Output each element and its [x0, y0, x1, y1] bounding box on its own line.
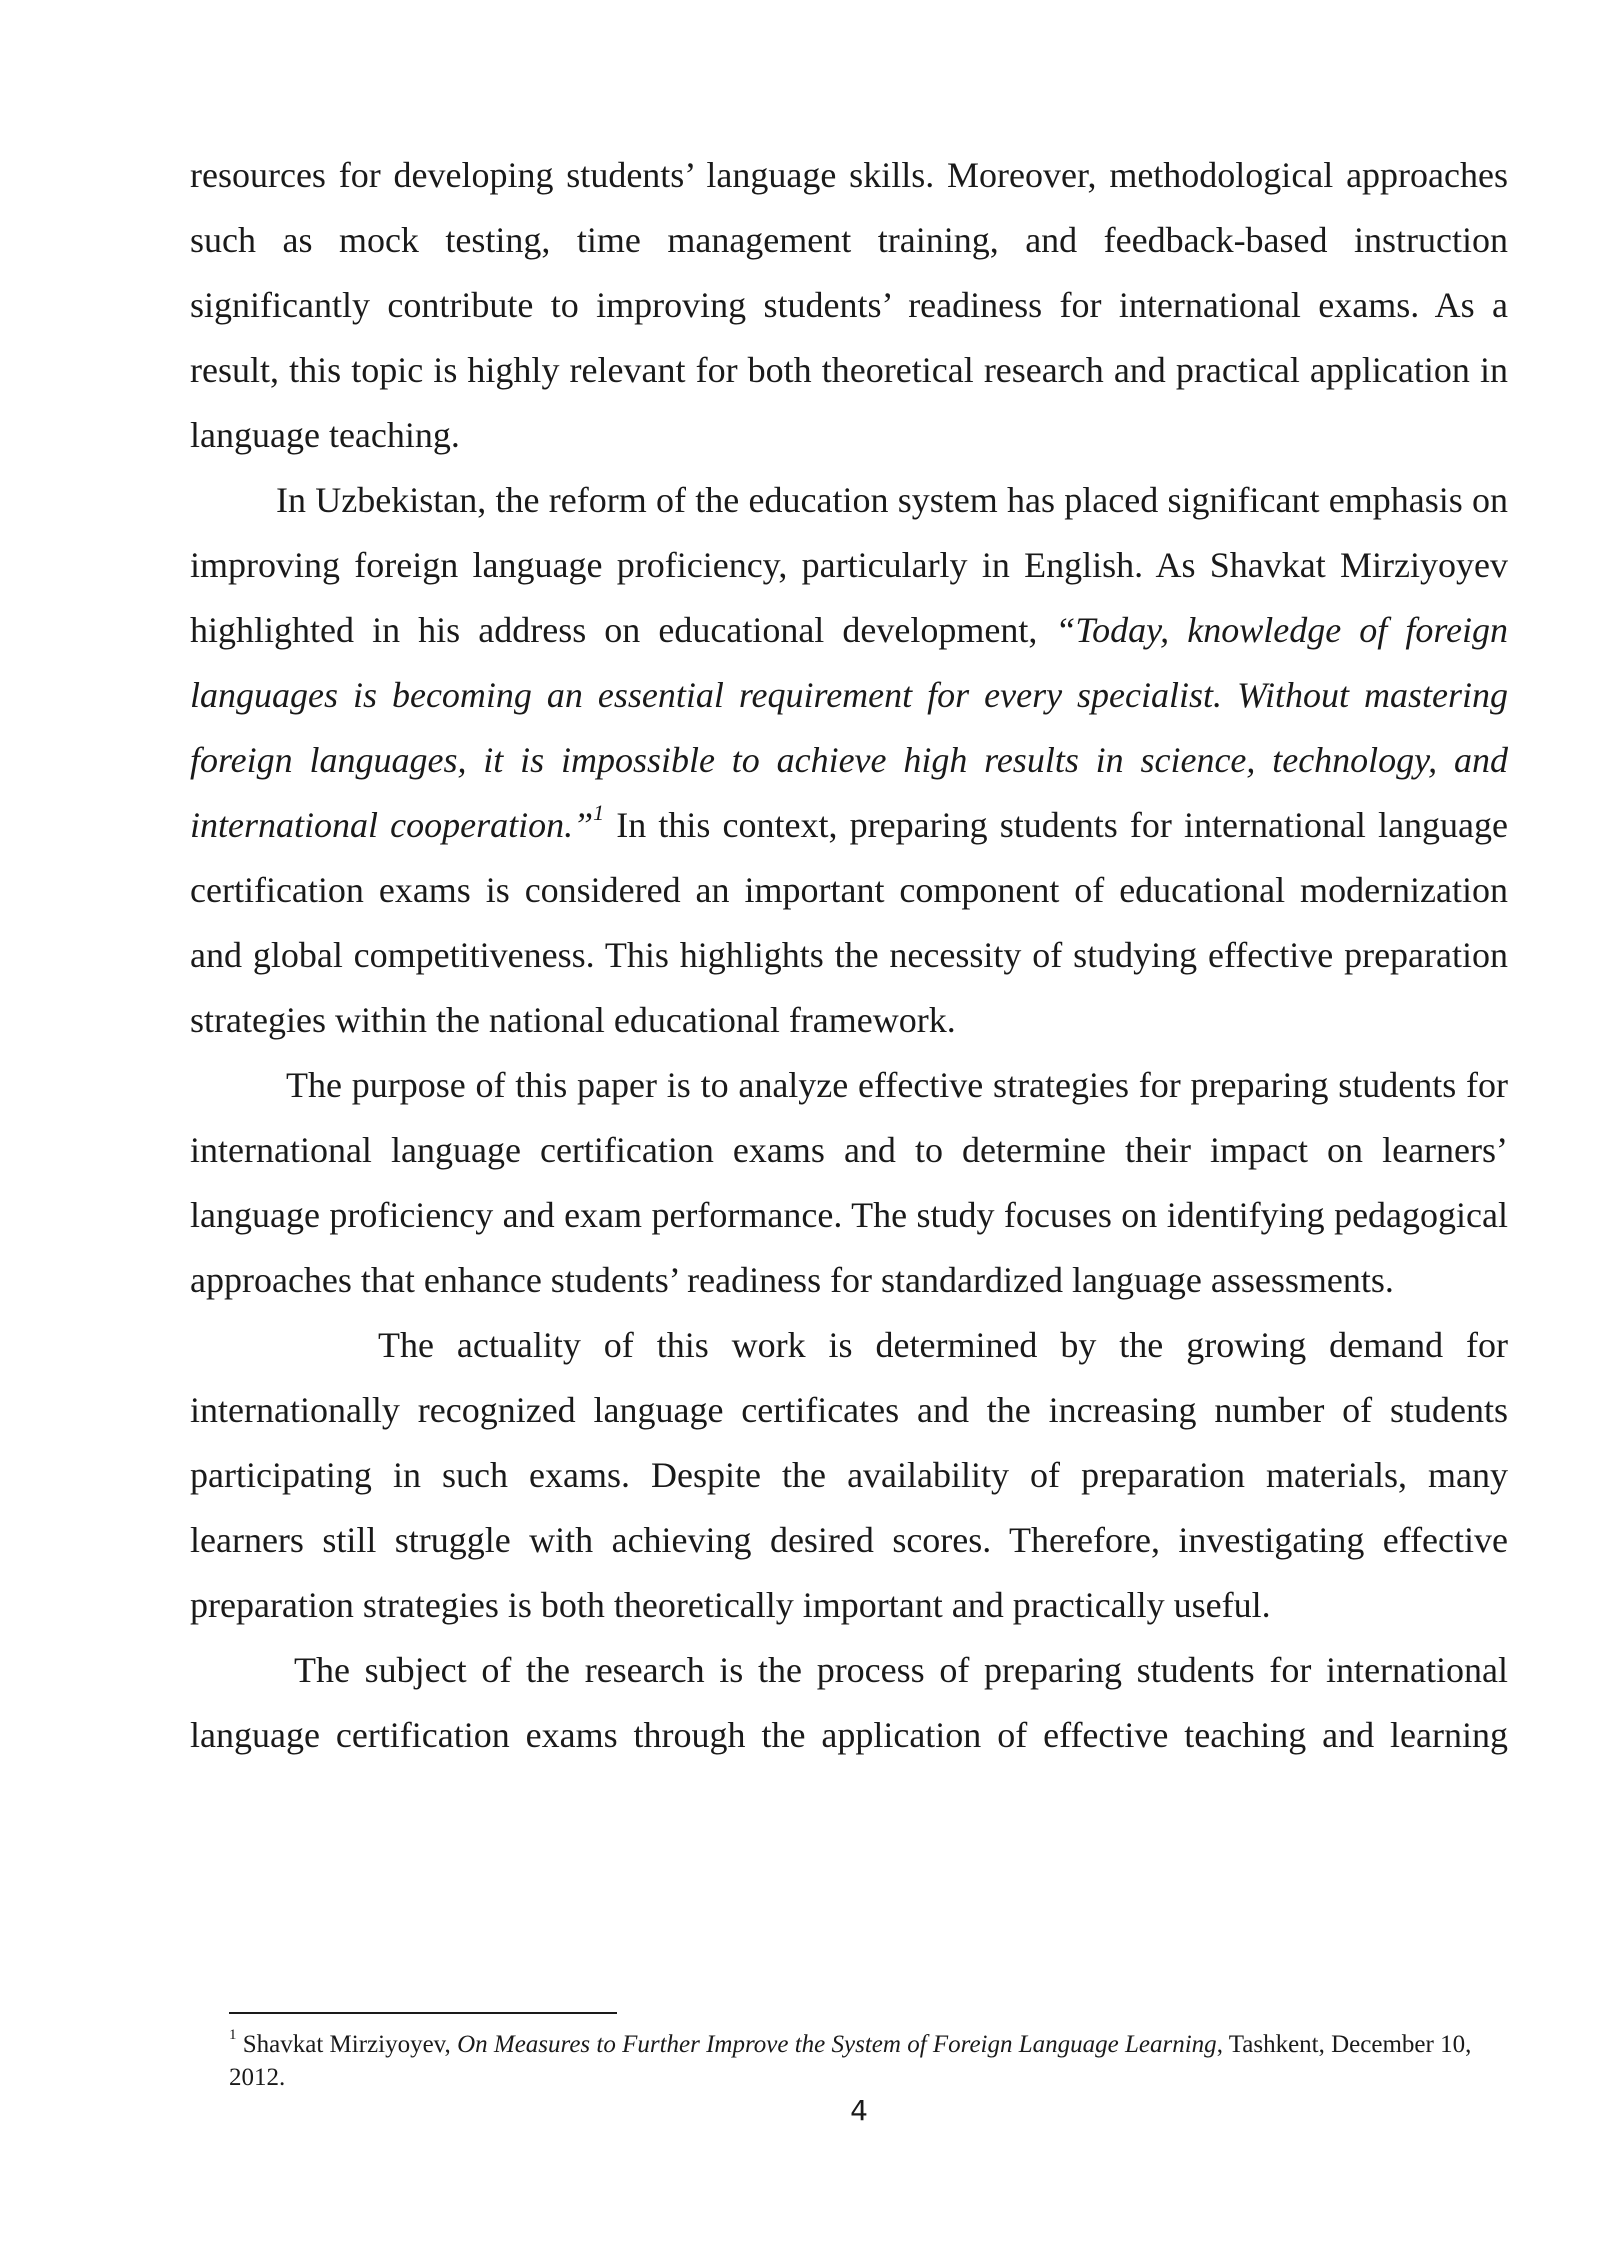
- footnote-details: , Tashkent, December 10, 2012.: [229, 2031, 1472, 2091]
- paragraph-purpose: The purpose of this paper is to analyze effective strategies for preparing students for international language certification exams and to determine their impact on learners’ language proficiency and exam performance. The study focuses on identifying pedagogical approaches that enhance students’ readiness for standardized language assessments.: [190, 1065, 1508, 1300]
- paragraph-continued: resources for developing students’ language skills. Moreover, methodological approaches such as mock testing, time management training, and feedback-based instruction significantly contribute to improving students’ readiness for international exams. As a result, this topic is highly relevant for both theoretical research and practical application in language teaching.: [190, 155, 1508, 455]
- footnote-number: 1: [229, 2026, 237, 2043]
- paragraph-subject: The subject of the research is the process of preparing students for international language certification exams through the application of effective teaching and learning: [190, 1650, 1508, 1755]
- page-number: 4: [850, 2094, 868, 2127]
- paragraph-uzbekistan-reform-tail: In this context, preparing students for international language certification exams is considered an important component of educational modernization and global competitiveness. This highlights the necessity of studying effective preparation strategies within the national educational framework.: [190, 805, 1508, 1040]
- footnote-author: Shavkat Mirziyoyev,: [242, 2031, 458, 2058]
- footnote-separator: [229, 2012, 617, 2014]
- paragraph-uzbekistan-reform-lead: In Uzbekistan, the reform of the education system has placed significant emphasis on improving foreign language proficiency, particularly in English. As Shavkat Mirziyoyev highlighted in his address on educational development,: [190, 480, 1508, 650]
- page-body: [190, 143, 1508, 1768]
- footnote-reference: 1: [593, 800, 605, 825]
- footnote-title: On Measures to Further Improve the System of Foreign Language Learning: [457, 2031, 1217, 2058]
- paragraph-actuality: The actuality of this work is determined by the growing demand for internationally recognized language certificates and the increasing number of students participating in such exams. Despite the availability of preparation materials, many learners still struggle with achieving desired scores. Therefore, investigating effective preparation strategies is both theoretically important and practically useful.: [190, 1325, 1508, 1625]
- president-quote: “Today, knowledge of foreign languages is becoming an essential requirement for every specialist. Without mastering foreign languages, it is impossible to achieve high results in science, technology, and international cooperation.”: [190, 610, 1508, 845]
- paragraph-uzbekistan-reform: [190, 468, 1508, 1053]
- footnote: [229, 2028, 1479, 2094]
